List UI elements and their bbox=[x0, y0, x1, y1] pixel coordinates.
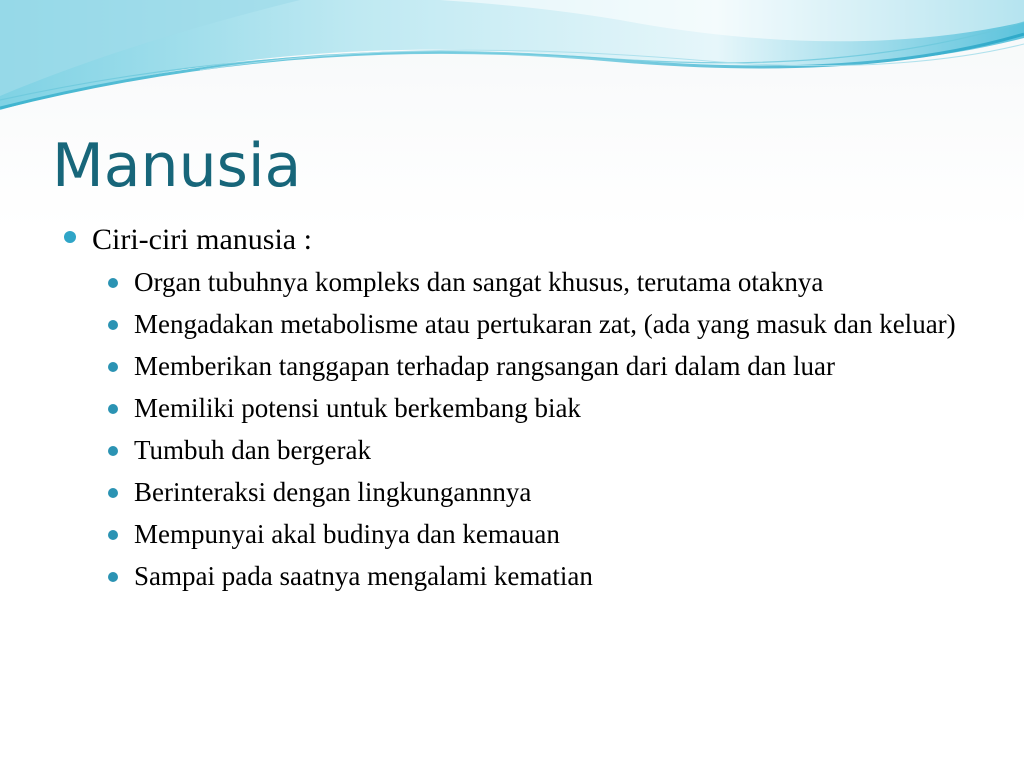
bullet-icon bbox=[108, 362, 118, 372]
bullet-icon bbox=[108, 572, 118, 582]
sub-bullet-item bbox=[108, 434, 988, 467]
sub-bullet-item bbox=[108, 350, 988, 383]
sub-bullet-text: Berinteraksi dengan lingkungannnya bbox=[134, 477, 532, 507]
sub-bullet-item bbox=[108, 518, 988, 551]
bullet-icon bbox=[108, 488, 118, 498]
sub-bullet-list bbox=[108, 266, 988, 602]
slide-title: Manusia bbox=[52, 131, 302, 201]
sub-bullet-item bbox=[108, 560, 988, 593]
sub-bullet-text: Mengadakan metabolisme atau pertukaran zat, (ada yang masuk dan keluar) bbox=[134, 309, 956, 339]
sub-bullet-item bbox=[108, 476, 988, 509]
sub-bullet-item bbox=[108, 266, 988, 299]
bullet-icon bbox=[64, 231, 76, 243]
sub-bullet-text: Mempunyai akal budinya dan kemauan bbox=[134, 519, 560, 549]
bullet-main-text: Ciri-ciri manusia : bbox=[92, 223, 312, 256]
sub-bullet-text: Memiliki potensi untuk berkembang biak bbox=[134, 393, 581, 423]
sub-bullet-text: Memberikan tanggapan terhadap rangsangan dari dalam dan luar bbox=[134, 351, 835, 381]
sub-bullet-item bbox=[108, 308, 988, 341]
sub-bullet-item bbox=[108, 392, 988, 425]
bullet-icon bbox=[108, 320, 118, 330]
sub-bullet-text: Tumbuh dan bergerak bbox=[134, 435, 371, 465]
sub-bullet-text: Organ tubuhnya kompleks dan sangat khusus, terutama otaknya bbox=[134, 267, 824, 297]
bullet-icon bbox=[108, 530, 118, 540]
bullet-icon bbox=[108, 404, 118, 414]
sub-bullet-text: Sampai pada saatnya mengalami kematian bbox=[134, 561, 593, 591]
bullet-icon bbox=[108, 278, 118, 288]
bullet-icon bbox=[108, 446, 118, 456]
